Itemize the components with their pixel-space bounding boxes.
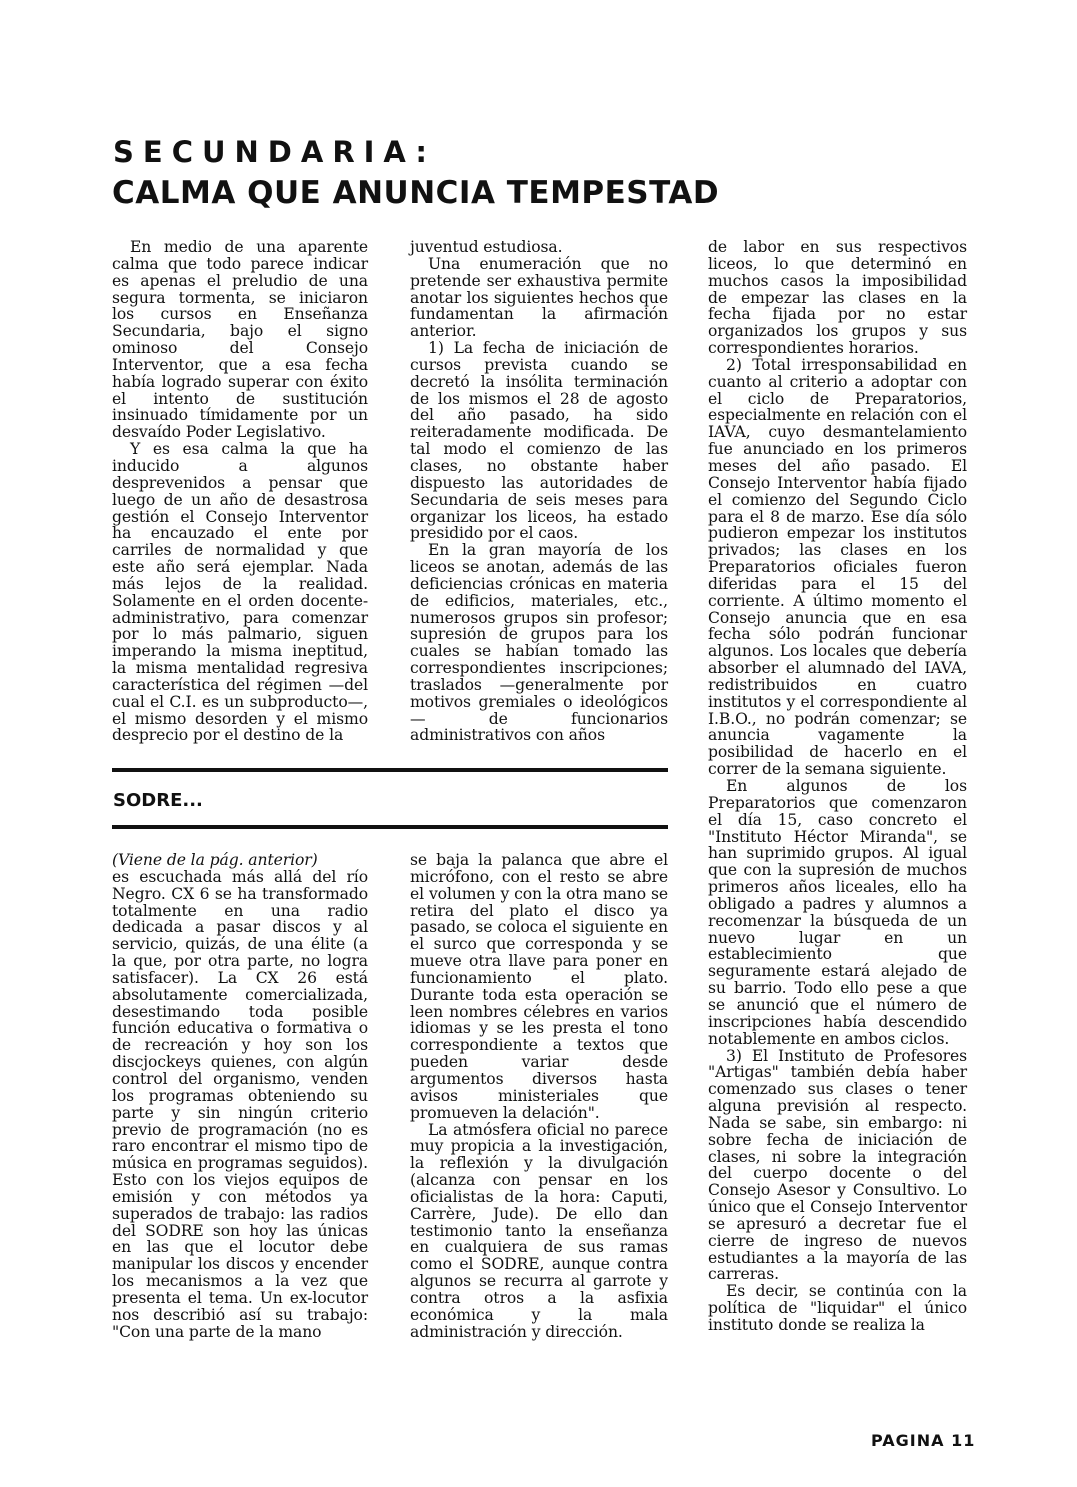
paragraph: En algunos de los Preparatorios que comenzaron el día 15, caso concreto el "Instituto Héctor Miranda", se han suprimido grupos. Al igual que con la supresión de muchos primeros años liceales, ello ha obligado a padres y alumnos a recomenzar la búsqueda de un nuevo lugar en un establecimiento que seguramente estará alejado de su barrio. Todo ello pese a que se anunció que el número de inscripciones había descendido notablemente en ambos ciclos.	[708, 777, 967, 1048]
paragraph: En la gran mayoría de los liceos se anotan, además de las deficiencias crónicas en materia de edificios, materiales, etc., numerosos grupos sin profesor; supresión de grupos para los cuales se habían tomado las correspondientes inscripciones; traslados —generalmente por motivos gremiales o ideológicos— de funcionarios administrativos con años	[410, 541, 668, 745]
paragraph: La atmósfera oficial no parece muy propicia a la investigación, la reflexión y la divulgación (alcanza con pensar en los oficialistas de la hora: Caputi, Carrère, Jude). De ello dan testimonio tanto la enseñanza en cualquiera de sus ramas como el SODRE, aunque contra algunos se recurra al garrote y contra otros a la asfixia económica y la mala administración y dirección.	[410, 1120, 668, 1341]
paragraph: es escuchada más allá del río Negro. CX 6 se ha transformado totalmente en una radio dedicada a pasar discos y al servicio, quizás, de una élite (a la que, por otra parte, no logra satisfacer). La CX 26 está absolutamente comercializada, desestimando toda posible función educativa o formativa o de recreación y hoy son los discjockeys quienes, con algún control del organismo, venden los programas obteniendo su parte y sin ningún criterio previo de programación (no es raro encontrar el mismo tipo de música en programas seguidos). Esto con los viejos equipos de emisión y con métodos ya superados de trabajo: las radios del SODRE son hoy las únicas en las que el locutor debe manipular los discos y encender los mecanismos a la vez que presenta el tema. Un ex-locutor nos describió así su trabajo: "Con una parte de la mano	[112, 867, 368, 1341]
divider-bottom	[112, 825, 668, 829]
paragraph: 3) El Instituto de Profesores "Artigas" también debía haber comenzado sus clases o tener alguna previsión al respecto. Nada se sabe, sin embargo: ni sobre fecha de iniciación de clases, ni sobre la integración del cuerpo docente o del Consejo Asesor y Consultivo. Lo único que el Consejo Interventor se apresuró a decretar fue el cierre de ingreso de nuevos estudiantes a la mayoría de las carreras.	[708, 1046, 967, 1284]
paragraph: Es decir, se continúa con la política de "liquidar" el único instituto donde se realiza la	[708, 1282, 967, 1334]
paragraph: 2) Total irresponsabilidad en cuanto al criterio a adoptar con el ciclo de Preparatorios, especialmente en relación con el IAVA, cuyo desmantelamiento fue anunciado en los primeros meses del año pasado. El Consejo Interventor había fijado el comienzo del Segundo Ciclo para el 8 de marzo. Ese día sólo pudieron empezar los institutos privados; las clases en los Preparatorios oficiales fueron diferidas para el 15 del corriente. A último momento el Consejo anuncia que en esa fecha sólo podrán funcionar algunos. Los locales que debería absorber el alumnado del IAVA, redistribuidos en cuatro institutos y el correspondiente al I.B.O., no podrán comenzar; se anuncia vagamente la posibilidad de hacerlo en el correr de la semana siguiente.	[708, 355, 967, 779]
paragraph: se baja la palanca que abre el micrófono, con el resto se abre el volumen y con la otra mano se retira del plato el disco ya pasado, se coloca el siguiente en el surco que corresponda y se mueve otra llave para poner en funcionamiento el plato. Durante toda esta operación se leen nombres célebres en varios idiomas y se les presta el tono correspondiente a textos que pueden variar desde argumentos diversos hasta avisos ministeriales que promueven la delación".	[410, 851, 668, 1122]
divider-top	[112, 768, 668, 772]
article-column-1	[112, 239, 368, 744]
paragraph: Y es esa calma la que ha inducido a algunos desprevenidos a pensar que luego de un año de desastrosa gestión el Consejo Interventor ha encauzado el ente por carriles de normalidad y que este año será ejemplar. Nada más lejos de la realidad. Solamente en el orden docente-administrativo, para comenzar por lo más palmario, siguen imperando la misma ineptitud, la misma mentalidad regresiva característica del régimen —del cual el C.I. es un subproducto—, el mismo desorden y el mismo desprecio por el destino de la	[112, 440, 368, 745]
continuation-note: (Viene de la pág. anterior)	[112, 851, 318, 869]
sodre-column-1	[112, 852, 368, 1340]
sodre-column-2	[410, 852, 668, 1340]
paragraph: juventud estudiosa.	[410, 238, 563, 256]
article-column-2	[410, 239, 668, 744]
article-column-3	[708, 239, 967, 1334]
section-kicker: SECUNDARIA:	[113, 135, 437, 169]
paragraph: En medio de una aparente calma que todo parece indicar es apenas el preludio de una segura tormenta, se iniciaron los cursos en Enseñanza Secundaria, bajo el signo ominoso del Consejo Interventor, que a esa fecha había logrado superar con éxito el intento de sustitución insinuado tímidamente por un desvaído Poder Legislativo.	[112, 238, 368, 442]
page-number: PAGINA 11	[871, 1431, 976, 1450]
sodre-section-title: SODRE...	[113, 790, 203, 811]
paragraph: de labor en sus respectivos liceos, lo que determinó en muchos casos la imposibilidad de empezar las clases en la fecha fijada por no estar organizados los grupos y sus correspondientes horarios.	[708, 238, 967, 358]
article-headline: CALMA QUE ANUNCIA TEMPESTAD	[112, 175, 720, 211]
paragraph: 1) La fecha de iniciación de cursos prevista cuando se decretó la insólita terminación de los mismos el 28 de agosto del año pasado, ha sido reiteradamente modificada. De tal modo el comienzo de las clases, no obstante haber dispuesto las autoridades de Secundaria de seis meses para organizar los liceos, ha estado presidido por el caos.	[410, 339, 668, 543]
paragraph: Una enumeración que no pretende ser exhaustiva permite anotar los siguientes hechos que fundamentan la afirmación anterior.	[410, 254, 668, 341]
